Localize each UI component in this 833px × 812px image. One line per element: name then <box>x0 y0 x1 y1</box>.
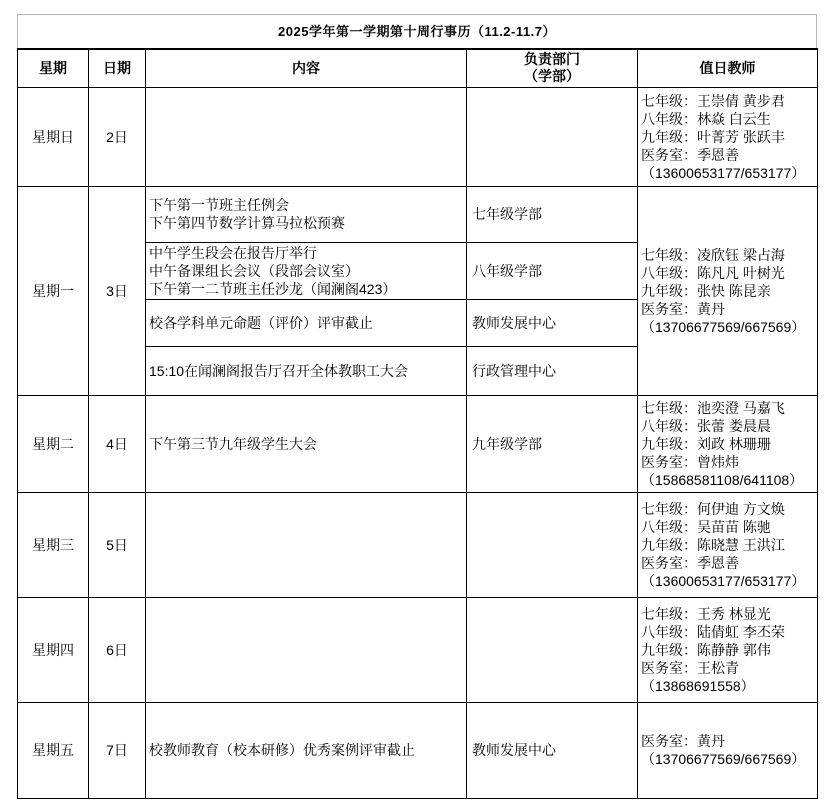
event-line: 下午第四节数学计算马拉松预赛 <box>149 215 345 231</box>
dept-cell: 教师发展中心 <box>467 702 638 798</box>
content-cell <box>146 346 467 395</box>
dept-cell: 八年级学部 <box>467 242 638 299</box>
date-cell: 5日 <box>89 492 146 597</box>
duty-line: 七年级：何伊迪 方文焕 <box>641 500 785 517</box>
weekday-cell: 星期日 <box>18 87 89 186</box>
duty-line: 八年级：陆倩虹 李丕荣 <box>641 623 785 640</box>
duty-cell <box>638 186 818 395</box>
day-row-tuesday <box>18 395 818 492</box>
date-cell: 2日 <box>89 87 146 186</box>
date-cell: 7日 <box>89 702 146 798</box>
duty-line: （13600653177/653177） <box>641 164 806 181</box>
calendar-sheet <box>17 14 817 799</box>
duty-line: （13868691558） <box>641 677 755 694</box>
event-line: 校教师教育（校本研修）优秀案例评审截止 <box>149 742 415 758</box>
duty-line: 医务室：黄丹 <box>641 733 725 749</box>
content-cell <box>146 87 467 186</box>
dept-cell: 行政管理中心 <box>467 346 638 395</box>
duty-line: 九年级：陈静静 郭伟 <box>641 641 771 658</box>
date-cell: 3日 <box>89 186 146 395</box>
header-dept <box>467 49 638 87</box>
duty-line: 八年级：陈凡凡 叶树光 <box>641 264 785 281</box>
duty-line: 七年级：池奕澄 马嘉飞 <box>641 399 785 416</box>
header-weekday: 星期 <box>18 49 89 87</box>
dept-cell <box>467 597 638 702</box>
dept-cell <box>467 492 638 597</box>
content-cell <box>146 702 467 798</box>
duty-line: 八年级：林焱 白云生 <box>641 110 771 127</box>
duty-line: 八年级：张蕾 娄晨晨 <box>641 417 771 434</box>
duty-line: 八年级：吴苗苗 陈驰 <box>641 518 771 535</box>
date-cell: 4日 <box>89 395 146 492</box>
duty-cell <box>638 87 818 186</box>
event-line: 下午第一节班主任例会 <box>149 197 289 213</box>
content-cell <box>146 186 467 242</box>
content-cell <box>146 299 467 346</box>
dept-cell <box>467 87 638 186</box>
day-row-sunday <box>18 87 818 186</box>
duty-line: 九年级：张快 陈昆亲 <box>641 282 771 299</box>
header-dept-line2: （学部） <box>524 68 580 85</box>
header-content: 内容 <box>146 49 467 87</box>
day-row-wednesday <box>18 492 818 597</box>
duty-line: 九年级：刘政 林珊珊 <box>641 435 771 452</box>
event-line: 校各学科单元命题（评价）评审截止 <box>149 314 373 331</box>
weekday-cell: 星期一 <box>18 186 89 395</box>
date-cell: 6日 <box>89 597 146 702</box>
content-cell <box>146 597 467 702</box>
content-cell <box>146 395 467 492</box>
duty-cell <box>638 702 818 798</box>
duty-cell <box>638 492 818 597</box>
duty-line: 九年级：陈晓慧 王洪江 <box>641 536 785 553</box>
duty-line: 医务室：曾炜炜 <box>641 453 739 470</box>
dept-cell: 教师发展中心 <box>467 299 638 346</box>
header-duty: 值日教师 <box>638 49 818 87</box>
content-cell <box>146 242 467 299</box>
duty-line: 医务室：王松青 <box>641 659 739 676</box>
duty-cell <box>638 395 818 492</box>
duty-line: 医务室：季恩善 <box>641 146 739 163</box>
duty-cell <box>638 597 818 702</box>
duty-line: 七年级：王崇倩 黄步君 <box>641 92 785 109</box>
event-line: 中午备课组长会议（段部会议室） <box>149 262 359 279</box>
day-row-friday <box>18 702 818 798</box>
duty-line: 九年级：叶菁芳 张跃丰 <box>641 128 785 145</box>
dept-cell: 九年级学部 <box>467 395 638 492</box>
duty-line: 医务室：季恩善 <box>641 554 739 571</box>
calendar-title: 2025学年第一学期第十周行事历（11.2-11.7） <box>17 14 817 48</box>
duty-line: 医务室：黄丹 <box>641 300 725 317</box>
duty-line: 七年级：凌欣钰 梁占海 <box>641 246 785 263</box>
schedule-table <box>17 48 818 799</box>
header-date: 日期 <box>89 49 146 87</box>
event-line: 下午第三节九年级学生大会 <box>149 435 317 452</box>
weekday-cell: 星期二 <box>18 395 89 492</box>
header-dept-line1: 负责部门 <box>524 51 580 68</box>
content-cell <box>146 492 467 597</box>
event-line: 下午第一二节班主任沙龙（闻澜阁423） <box>149 280 397 297</box>
weekday-cell: 星期三 <box>18 492 89 597</box>
duty-line: （15868581108/641108） <box>641 471 804 488</box>
duty-line: （13706677569/667569） <box>641 751 806 767</box>
day-row-monday <box>18 186 818 242</box>
weekday-cell: 星期四 <box>18 597 89 702</box>
day-row-thursday <box>18 597 818 702</box>
header-row <box>18 49 818 87</box>
duty-line: （13706677569/667569） <box>641 318 806 335</box>
duty-line: （13600653177/653177） <box>641 572 806 589</box>
weekday-cell: 星期五 <box>18 702 89 798</box>
event-line: 中午学生段会在报告厅举行 <box>149 244 317 261</box>
dept-cell: 七年级学部 <box>467 186 638 242</box>
duty-line: 七年级：王秀 林显光 <box>641 605 771 622</box>
event-line: 15:10在闻澜阁报告厅召开全体教职工大会 <box>149 362 409 379</box>
